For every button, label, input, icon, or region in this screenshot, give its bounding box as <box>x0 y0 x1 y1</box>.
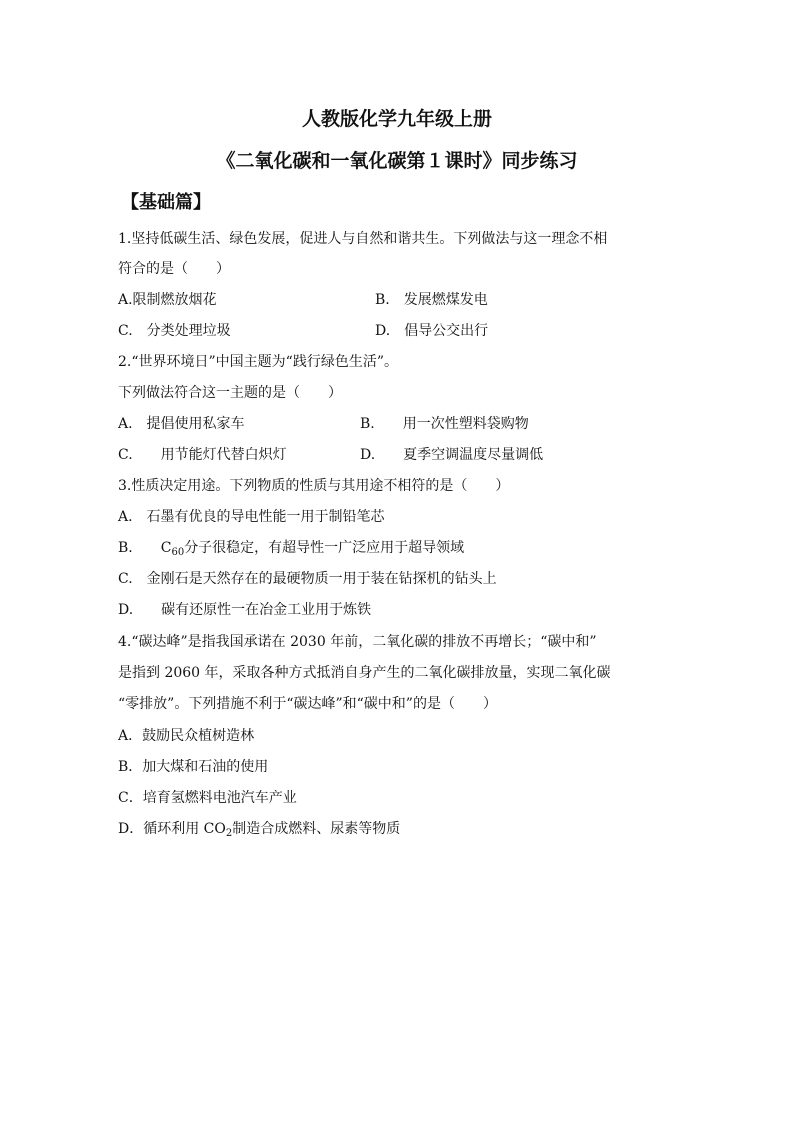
option-d-prefix: D．循环利用 CO <box>118 821 226 837</box>
question-1-option-b: B. 发展燃煤发电 <box>375 292 488 308</box>
question-1-stem-line-2: 符合的是（ ） <box>118 261 230 277</box>
section-heading: 【基础篇】 <box>121 192 211 213</box>
question-4-stem-line-1: 4.“碳达峰”是指我国承诺在 2030 年前，二氧化碳的排放不再增长；“碳中和” <box>118 634 597 650</box>
question-2-option-b: B. 用一次性塑料袋购物 <box>360 416 529 432</box>
c60-subscript: 60 <box>171 547 185 558</box>
question-2-stem-line-2: 下列做法符合这一主题的是（ ） <box>118 385 342 401</box>
question-2-option-c: C. 用节能灯代替白炽灯 <box>118 447 287 463</box>
question-2-stem-line-1: 2.“世界环境日”中国主题为“践行绿色生活”。 <box>118 354 398 370</box>
question-2-option-a: A. 提倡使用私家车 <box>118 416 245 432</box>
option-b-prefix: B. C <box>118 540 172 556</box>
co2-subscript: 2 <box>225 828 233 839</box>
question-4-stem-line-3: “零排放”。下列措施不利于“碳达峰”和“碳中和”的是（ ） <box>118 696 497 712</box>
question-4-option-c: C．培育氢燃料电池汽车产业 <box>118 790 297 806</box>
question-3-option-d: D. 碳有还原性一在冶金工业用于炼铁 <box>118 602 372 618</box>
question-1-option-c: C. 分类处理垃圾 <box>118 323 231 339</box>
question-1-stem-line-1: 1.坚持低碳生活、绿色发展，促进人与自然和谐共生。下列做法与这一理念不相 <box>118 231 608 247</box>
option-b-text: 分子很稳定，有超导性一广泛应用于超导领域 <box>184 540 465 556</box>
question-4-option-b: B．加大煤和石油的使用 <box>118 759 269 775</box>
question-1-option-d: D. 倡导公交出行 <box>375 323 489 339</box>
question-3-stem: 3.性质决定用途。下列物质的性质与其用途不相符的是（ ） <box>118 478 510 494</box>
option-d-text: 制造合成燃料、尿素等物质 <box>232 821 401 837</box>
question-4-option-d <box>118 819 400 839</box>
question-2-option-d: D. 夏季空调温度尽量调低 <box>360 447 544 463</box>
question-3-option-b <box>118 538 464 558</box>
question-1-option-a: A.限制燃放烟花 <box>118 292 217 308</box>
question-4-stem-line-2: 是指到 2060 年，采取各种方式抵消自身产生的二氧化碳排放量，实现二氧化碳 <box>118 665 611 681</box>
document-subtitle: 《二氧化碳和一氧化碳第１课时》同步练习 <box>216 150 578 172</box>
question-3-option-c: C. 金刚石是天然存在的最硬物质一用于装在钻探机的钻头上 <box>118 571 497 587</box>
document-title: 人教版化学九年级上册 <box>301 108 492 130</box>
question-3-option-a: A. 石墨有优良的导电性能一用于制铅笔芯 <box>118 509 385 525</box>
question-4-option-a: A．鼓励民众植树造林 <box>118 728 255 744</box>
